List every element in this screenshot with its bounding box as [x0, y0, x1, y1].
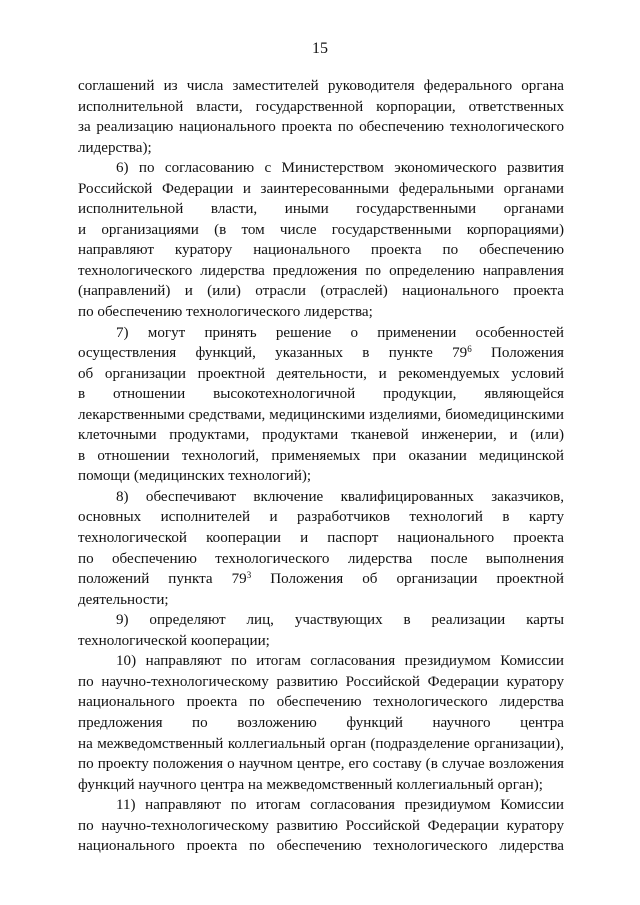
line-text: лидерства);	[78, 139, 152, 156]
text-line	[78, 836, 564, 857]
text-line	[78, 343, 564, 364]
line-text: Российской Федерации и заинтересованными федеральными органами	[78, 180, 564, 197]
paragraph-first-line	[78, 795, 564, 816]
text-line	[78, 117, 564, 138]
line-text-continued: Положения	[471, 345, 564, 362]
line-text: по научно-технологическому развитию Российской Федерации куратору	[78, 673, 564, 690]
line-text: осуществления функций, указанных в пункте 79	[78, 345, 468, 362]
line-text: исполнительной власти, иными государственными органами	[78, 201, 564, 218]
line-text: функций научного центра на межведомственный коллегиальный орган);	[78, 776, 543, 793]
line-text: предложения по возложению функций научного центра	[78, 714, 564, 731]
text-line	[78, 713, 564, 734]
line-text: по обеспечению технологического лидерства;	[78, 304, 373, 321]
line-text: по обеспечению технологического лидерства после выполнения	[78, 550, 564, 567]
line-text: деятельности;	[78, 591, 169, 608]
paragraph-first-line	[78, 651, 564, 672]
line-text: исполнительной власти, государственной корпорации, ответственных	[78, 98, 564, 115]
line-text: за реализацию национального проекта по обеспечению технологического	[78, 119, 564, 136]
text-line	[78, 754, 564, 775]
text-line	[78, 405, 564, 426]
text-line	[78, 281, 564, 302]
line-text: 10) направляют по итогам согласования президиумом Комиссии	[116, 653, 564, 670]
line-text: направляют куратору национального проекта по обеспечению	[78, 242, 564, 259]
text-line	[78, 466, 564, 487]
line-text: технологического лидерства предложения по определению направления	[78, 262, 564, 279]
text-line	[78, 549, 564, 570]
line-text: (направлений) и (или) отрасли (отраслей) национального проекта	[78, 283, 564, 300]
paragraph-first-line	[78, 610, 564, 631]
line-text: по научно-технологическому развитию Российской Федерации куратору	[78, 817, 564, 834]
line-text: национального проекта по обеспечению технологического лидерства	[78, 694, 564, 711]
line-text: 7) могут принять решение о применении особенностей	[116, 324, 564, 341]
footnote-superscript: 6	[467, 344, 472, 355]
line-text: технологической кооперации;	[78, 632, 270, 649]
line-text: 8) обеспечивают включение квалифицированных заказчиков,	[116, 488, 564, 505]
line-text: и организациями (в том числе государственными корпорациями)	[78, 221, 564, 238]
line-text: основных исполнителей и разработчиков технологий в карту	[78, 509, 564, 526]
line-text: 9) определяют лиц, участвующих в реализации карты	[116, 612, 564, 629]
text-line	[78, 528, 564, 549]
line-text: 6) по согласованию с Министерством экономического развития	[116, 160, 564, 177]
text-line	[78, 425, 564, 446]
line-text: лекарственными средствами, медицинскими изделиями, биомедицинскими	[78, 406, 564, 423]
line-text: национального проекта по обеспечению технологического лидерства	[78, 838, 564, 855]
text-line	[78, 199, 564, 220]
line-text-continued: Положения об организации проектной	[251, 571, 564, 588]
line-text: в отношении высокотехнологичной продукции, являющейся	[78, 386, 564, 403]
text-line	[78, 775, 564, 796]
paragraph-first-line	[78, 487, 564, 508]
text-line	[78, 220, 564, 241]
document-body	[78, 76, 564, 857]
text-line	[78, 672, 564, 693]
text-line	[78, 507, 564, 528]
text-line	[78, 569, 564, 590]
line-text: на межведомственный коллегиальный орган (подразделение организации),	[78, 735, 564, 752]
footnote-superscript: 3	[246, 570, 252, 581]
text-line	[78, 97, 564, 118]
line-text: положений пункта 79	[78, 571, 247, 588]
paragraph-first-line	[78, 323, 564, 344]
line-text: об организации проектной деятельности, и рекомендуемых условий	[78, 365, 564, 382]
text-line	[78, 734, 564, 755]
text-line	[78, 138, 564, 159]
text-line	[78, 364, 564, 385]
text-line	[78, 179, 564, 200]
text-line	[78, 76, 564, 97]
text-line	[78, 692, 564, 713]
line-text: по проекту положения о научном центре, его составу (в случае возложения	[78, 756, 564, 773]
text-line	[78, 446, 564, 467]
line-text: соглашений из числа заместителей руководителя федерального органа	[78, 78, 564, 94]
line-text: клеточными продуктами, продуктами тканевой инженерии, и (или)	[78, 427, 564, 444]
line-text: в отношении технологий, применяемых при оказании медицинской	[78, 447, 564, 464]
text-line	[78, 590, 564, 611]
line-text: технологической кооперации и паспорт национального проекта	[78, 530, 564, 547]
text-line	[78, 302, 564, 323]
text-line	[78, 240, 564, 261]
text-line	[78, 261, 564, 282]
text-line	[78, 384, 564, 405]
line-text: 11) направляют по итогам согласования президиумом Комиссии	[116, 797, 564, 814]
line-text: помощи (медицинских технологий);	[78, 468, 312, 485]
text-line	[78, 631, 564, 652]
paragraph-first-line	[78, 158, 564, 179]
text-line	[78, 816, 564, 837]
page-number: 15	[312, 40, 328, 57]
